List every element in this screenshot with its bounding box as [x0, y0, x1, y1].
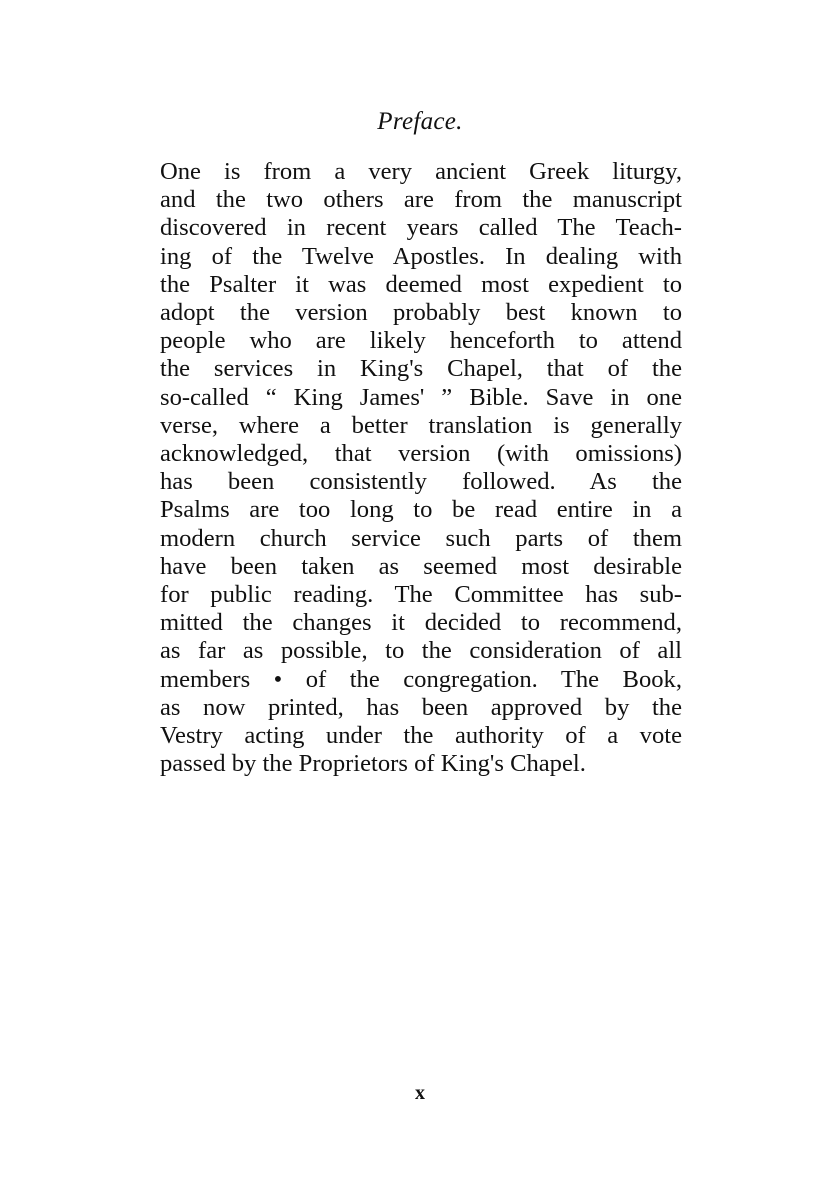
text-line-last: passed by the Proprietors of King's Chapel. — [160, 750, 586, 778]
text-line: members • of the congregation. The Book, — [160, 665, 682, 693]
text-line: people who are likely henceforth to attend — [160, 327, 682, 355]
text-line: Psalms are too long to be read entire in a — [160, 496, 682, 524]
text-line: modern church service such parts of them — [160, 524, 682, 552]
text-line: Vestry acting under the authority of a vote — [160, 722, 682, 750]
text-line: One is from a very ancient Greek liturgy, — [160, 158, 682, 185]
text-line: mitted the changes it decided to recommend, — [160, 609, 682, 637]
text-line: adopt the version probably best known to — [160, 299, 682, 327]
text-line: has been consistently followed. As the — [160, 468, 682, 496]
text-line: the Psalter it was deemed most expedient to — [160, 270, 682, 298]
page-number: x — [415, 1082, 425, 1104]
text-line: have been taken as seemed most desirable — [160, 552, 682, 580]
text-line: as far as possible, to the consideration of all — [160, 637, 682, 665]
text-line: the services in King's Chapel, that of the — [160, 355, 682, 383]
text-line: acknowledged, that version (with omissions) — [160, 440, 682, 468]
text-line: for public reading. The Committee has sub- — [160, 581, 682, 609]
text-line: ing of the Twelve Apostles. In dealing with — [160, 242, 682, 270]
text-line: so-called “ King James' ” Bible. Save in one — [160, 383, 682, 411]
text-line: verse, where a better translation is generally — [160, 411, 682, 439]
running-head: Preface. — [377, 108, 463, 135]
text-line: and the two others are from the manuscript — [160, 186, 682, 214]
text-line: discovered in recent years called The Teach- — [160, 214, 682, 242]
preface-paragraph — [160, 158, 682, 778]
text-line: as now printed, has been approved by the — [160, 693, 682, 721]
